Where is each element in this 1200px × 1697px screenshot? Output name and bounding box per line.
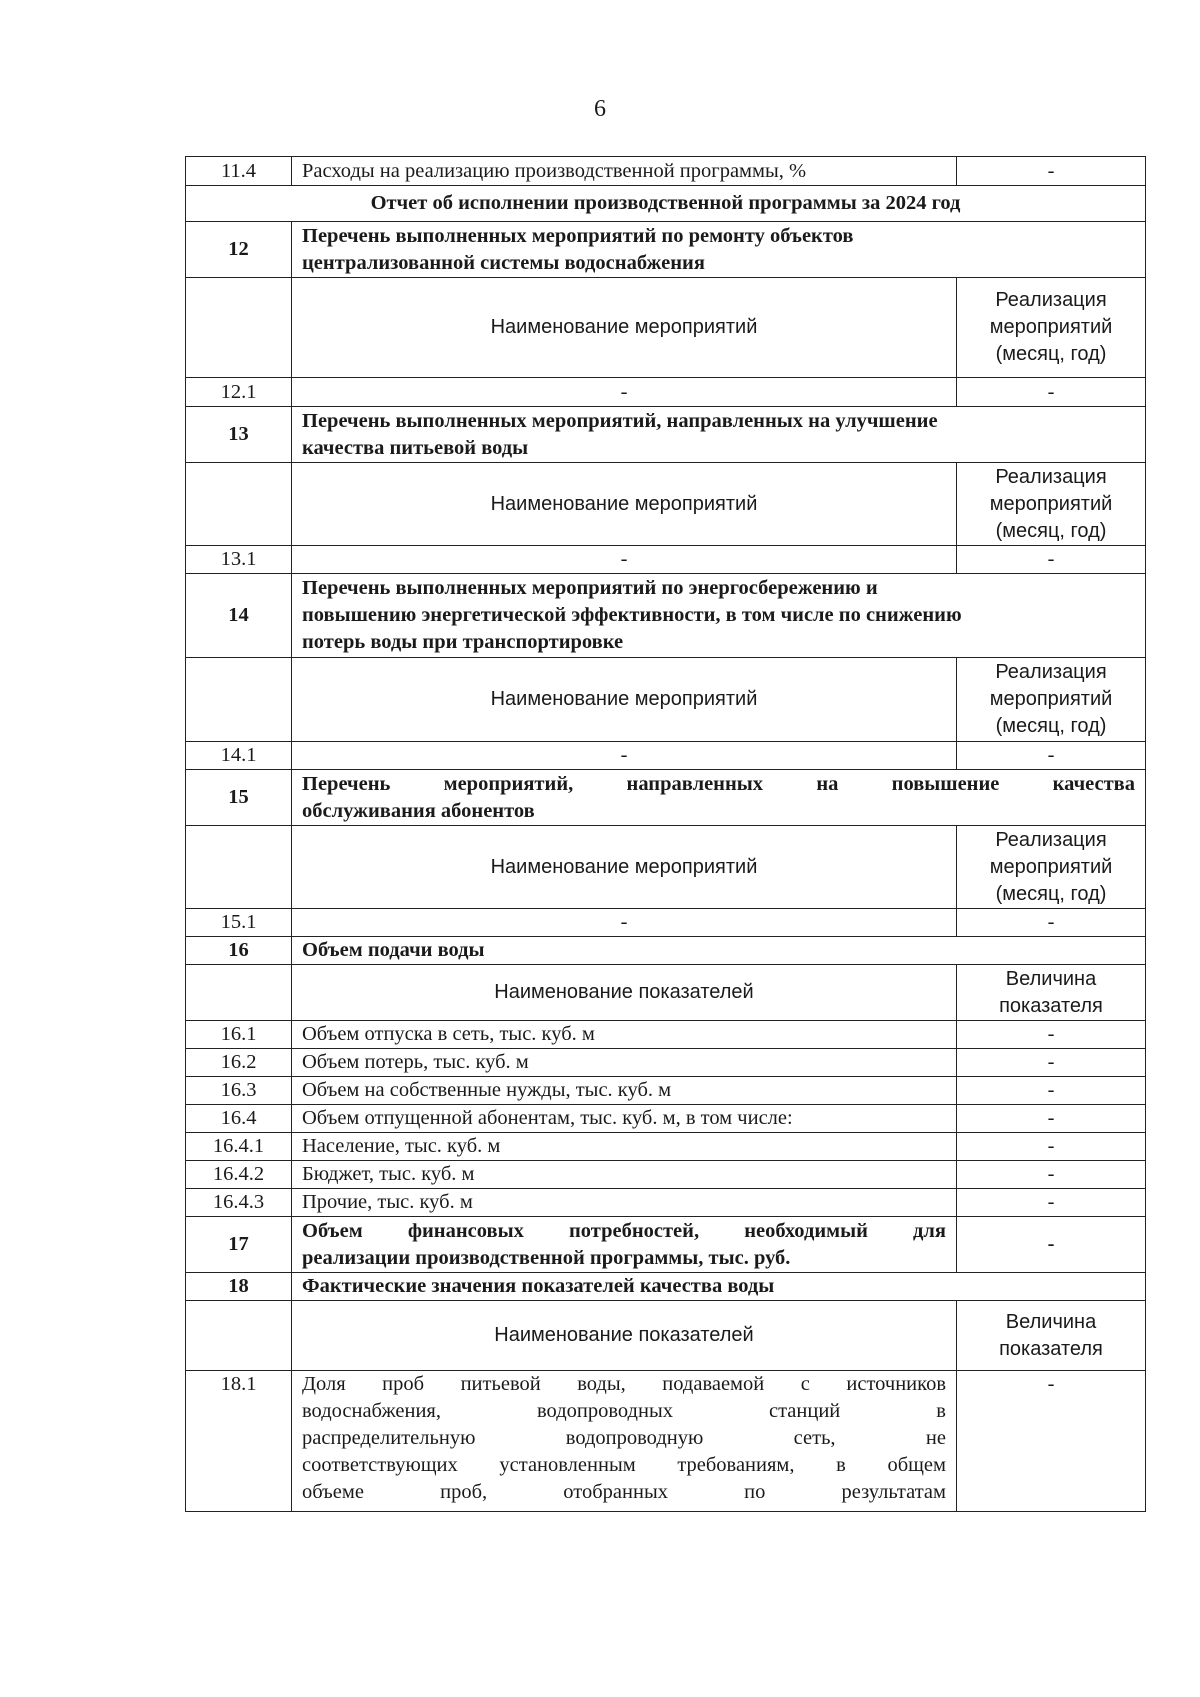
row-text: -	[292, 909, 957, 937]
empty-cell	[186, 658, 292, 742]
row-number: 14	[186, 574, 292, 658]
table-row	[186, 186, 1146, 222]
section-header-row	[186, 574, 1146, 658]
activities-name-header: Наименование мероприятий	[292, 463, 957, 546]
activities-realization-header: Реализация мероприятий (месяц, год)	[957, 278, 1146, 378]
table-row	[186, 1105, 1146, 1133]
row-number: 16.4.1	[186, 1133, 292, 1161]
empty-cell	[186, 278, 292, 378]
empty-cell	[186, 965, 292, 1021]
activities-name-header: Наименование мероприятий	[292, 658, 957, 742]
row-number: 18.1	[186, 1371, 292, 1512]
row-number: 12	[186, 222, 292, 278]
row-value: -	[957, 1105, 1146, 1133]
row-text: -	[292, 546, 957, 574]
row-value: -	[957, 546, 1146, 574]
activities-name-header: Наименование мероприятий	[292, 826, 957, 909]
row-value: -	[957, 1161, 1146, 1189]
production-program-table	[185, 156, 1146, 1512]
table-row	[186, 1133, 1146, 1161]
row-number: 16	[186, 937, 292, 965]
report-title: Отчет об исполнении производственной программы за 2024 год	[186, 186, 1146, 222]
section-title: Объем финансовых потребностей, необходимый для реализации производственной программы, тыс. руб.	[292, 1217, 957, 1273]
row-text: Бюджет, тыс. куб. м	[292, 1161, 957, 1189]
activities-realization-header: Реализация мероприятий (месяц, год)	[957, 826, 1146, 909]
section-header-row	[186, 222, 1146, 278]
table-row	[186, 157, 1146, 186]
table-row	[186, 742, 1146, 770]
row-number: 14.1	[186, 742, 292, 770]
activities-name-header: Наименование мероприятий	[292, 278, 957, 378]
section-header-row	[186, 407, 1146, 463]
empty-cell	[186, 1301, 292, 1371]
row-text: Объем на собственные нужды, тыс. куб. м	[292, 1077, 957, 1105]
row-number: 16.4.2	[186, 1161, 292, 1189]
section-title: Перечень выполненных мероприятий, направленных на улучшение качества питьевой воды	[292, 407, 1146, 463]
column-header-row	[186, 463, 1146, 546]
row-number: 18	[186, 1273, 292, 1301]
column-header-row	[186, 278, 1146, 378]
column-header-row	[186, 658, 1146, 742]
row-number: 12.1	[186, 378, 292, 407]
row-number: 16.4.3	[186, 1189, 292, 1217]
row-number: 15.1	[186, 909, 292, 937]
table-row	[186, 1371, 1146, 1512]
row-value: -	[957, 909, 1146, 937]
row-number: 16.2	[186, 1049, 292, 1077]
row-number: 17	[186, 1217, 292, 1273]
table-row	[186, 378, 1146, 407]
row-number: 13	[186, 407, 292, 463]
section-header-row	[186, 1273, 1146, 1301]
section-title: Фактические значения показателей качества воды	[292, 1273, 1146, 1301]
row-value: -	[957, 1133, 1146, 1161]
row-value: -	[957, 1217, 1146, 1273]
table-row	[186, 909, 1146, 937]
row-text: Прочие, тыс. куб. м	[292, 1189, 957, 1217]
section-header-row	[186, 1217, 1146, 1273]
section-title: Перечень выполненных мероприятий по энергосбережению и повышению энергетической эффективности, в том числе по снижению потерь воды при транспортировке	[292, 574, 1146, 658]
empty-cell	[186, 826, 292, 909]
column-header-row	[186, 826, 1146, 909]
activities-realization-header: Реализация мероприятий (месяц, год)	[957, 658, 1146, 742]
row-value: -	[957, 378, 1146, 407]
row-value: -	[957, 1189, 1146, 1217]
section-title: Перечень выполненных мероприятий по ремонту объектов централизованной системы водоснабжения	[292, 222, 1146, 278]
row-text: Население, тыс. куб. м	[292, 1133, 957, 1161]
section-header-row	[186, 937, 1146, 965]
table-row	[186, 1161, 1146, 1189]
row-text: Объем отпущенной абонентам, тыс. куб. м, в том числе:	[292, 1105, 957, 1133]
row-value: -	[957, 1021, 1146, 1049]
column-header-row	[186, 1301, 1146, 1371]
table-row	[186, 1077, 1146, 1105]
column-header-row	[186, 965, 1146, 1021]
row-number: 16.3	[186, 1077, 292, 1105]
row-text: Расходы на реализацию производственной программы, %	[292, 157, 957, 186]
row-number: 16.4	[186, 1105, 292, 1133]
row-number: 13.1	[186, 546, 292, 574]
activities-realization-header: Реализация мероприятий (месяц, год)	[957, 463, 1146, 546]
table-row	[186, 1049, 1146, 1077]
row-text: Объем потерь, тыс. куб. м	[292, 1049, 957, 1077]
row-number: 15	[186, 770, 292, 826]
table-row	[186, 1189, 1146, 1217]
indicators-name-header: Наименование показателей	[292, 965, 957, 1021]
row-value: -	[957, 1077, 1146, 1105]
row-text: Доля проб питьевой воды, подаваемой с источников водоснабжения, водопроводных станций в распределительную водопроводную сеть, не соответствующих установленным требованиям, в общем объеме проб, отобранных по результатам	[292, 1371, 957, 1512]
row-text: -	[292, 378, 957, 407]
row-text: Объем отпуска в сеть, тыс. куб. м	[292, 1021, 957, 1049]
row-number: 16.1	[186, 1021, 292, 1049]
row-value: -	[957, 157, 1146, 186]
section-header-row	[186, 770, 1146, 826]
row-text: -	[292, 742, 957, 770]
section-title: Перечень мероприятий, направленных на повышение качества обслуживания абонентов	[292, 770, 1146, 826]
section-title: Объем подачи воды	[292, 937, 1146, 965]
page-number: 6	[594, 96, 606, 122]
row-number: 11.4	[186, 157, 292, 186]
indicators-value-header: Величина показателя	[957, 1301, 1146, 1371]
row-value: -	[957, 1371, 1146, 1512]
row-value: -	[957, 742, 1146, 770]
row-value: -	[957, 1049, 1146, 1077]
indicators-name-header: Наименование показателей	[292, 1301, 957, 1371]
table-row	[186, 1021, 1146, 1049]
empty-cell	[186, 463, 292, 546]
table-row	[186, 546, 1146, 574]
indicators-value-header: Величина показателя	[957, 965, 1146, 1021]
